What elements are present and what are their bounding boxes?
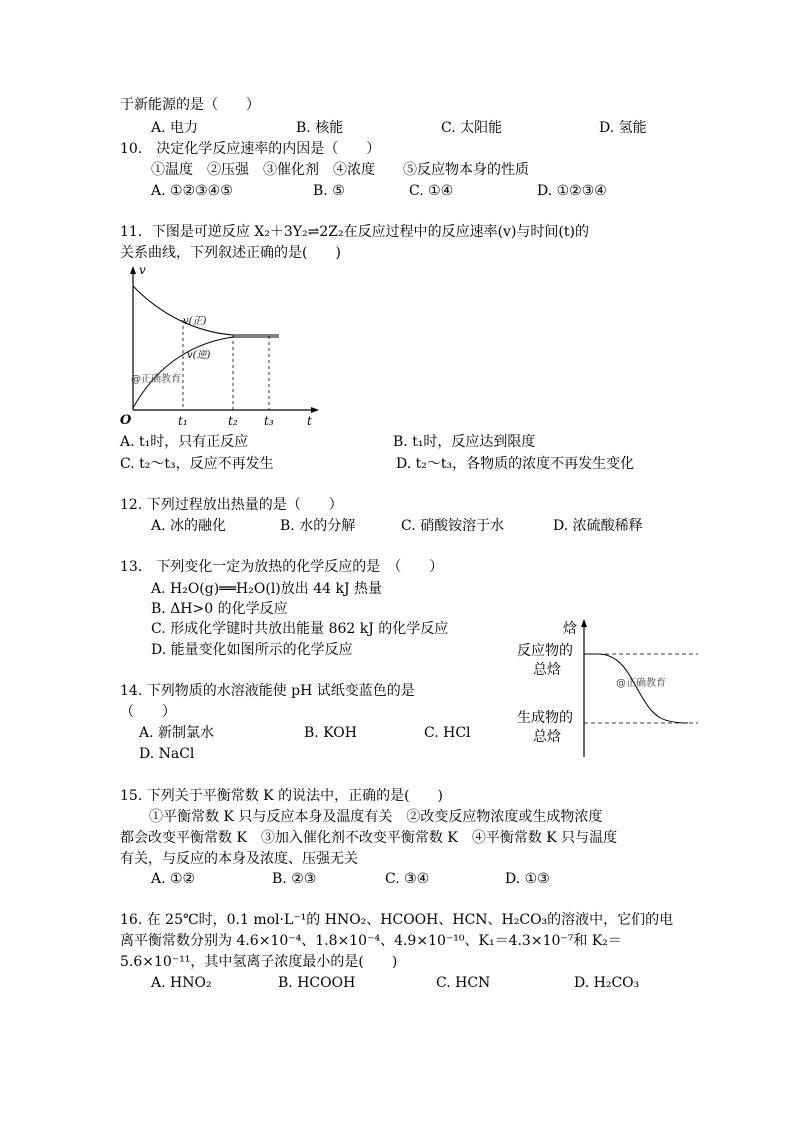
q10-option-b[interactable]: B. ⑤ bbox=[313, 183, 345, 199]
q13-option-b[interactable]: B. ΔH>0 的化学反应 bbox=[151, 601, 288, 617]
q15-option-a[interactable]: A. ①② bbox=[151, 871, 196, 887]
q14-option-d[interactable]: D. NaCl bbox=[139, 746, 195, 762]
q9-option-a[interactable]: A. 电力 bbox=[151, 120, 199, 136]
q11-forward-curve bbox=[133, 286, 279, 335]
q10-option-c[interactable]: C. ①④ bbox=[409, 183, 454, 199]
q16-option-b[interactable]: B. HCOOH bbox=[278, 975, 356, 991]
q13-option-d[interactable]: D. 能量变化如图所示的化学反应 bbox=[151, 642, 353, 658]
q13-product-label-2: 总焓 bbox=[533, 729, 561, 745]
q12-option-c[interactable]: C. 硝酸铵溶于水 bbox=[401, 518, 505, 534]
q13-y-label: 焓 bbox=[563, 621, 577, 637]
q16-stem-line3: 5.6×10⁻¹¹，其中氢离子浓度最小的是( ) bbox=[120, 954, 398, 970]
q15-stem: 15. 下列关于平衡常数 K 的说法中，正确的是( ) bbox=[120, 788, 443, 804]
q9-option-d[interactable]: D. 氢能 bbox=[599, 120, 647, 136]
q11-reverse-curve bbox=[133, 337, 279, 408]
q13-option-a[interactable]: A. H₂O(g)══H₂O(l)放出 44 kJ 热量 bbox=[151, 581, 383, 597]
q13-stem: 13. 下列变化一定为放热的化学反应的是 （ ） bbox=[120, 559, 444, 575]
q14-paren: （ ） bbox=[120, 704, 176, 720]
q13-y-arrow bbox=[581, 619, 587, 627]
q16-option-d[interactable]: D. H₂CO₃ bbox=[574, 975, 640, 991]
q9-option-c[interactable]: C. 太阳能 bbox=[441, 120, 503, 136]
q12-option-d[interactable]: D. 浓硫酸稀释 bbox=[553, 518, 643, 534]
q16-stem-line2: 离平衡常数分别为 4.6×10⁻⁴、1.8×10⁻⁴、4.9×10⁻¹⁰、K₁＝4.3×10⁻⁷和 K₂＝ bbox=[120, 933, 622, 949]
q11-forward-label: v(正) bbox=[183, 316, 207, 327]
q11-option-b[interactable]: B. t₁时，反应达到限度 bbox=[393, 434, 536, 450]
q16-stem-line1: 16. 在 25℃时，0.1 mol·L⁻¹的 HNO₂、HCOOH、HCN、H₂CO₃的溶液中，它们的电 bbox=[120, 912, 674, 928]
q11-x-arrow bbox=[311, 407, 319, 413]
q15-body-line2: 都会改变平衡常数 K ③加入催化剂不改变平衡常数 K ④平衡常数 K 只与温度 bbox=[120, 830, 618, 846]
q13-reactant-label-2: 总焓 bbox=[533, 662, 561, 678]
q10-stem: 10. 决定化学反应速率的内因是（ ） bbox=[120, 141, 381, 157]
q10-option-d[interactable]: D. ①②③④ bbox=[537, 183, 607, 199]
q11-option-c[interactable]: C. t₂～t₃，反应不再发生 bbox=[120, 456, 274, 472]
q11-t3-label: t₃ bbox=[264, 414, 274, 428]
q15-option-d[interactable]: D. ①③ bbox=[505, 871, 550, 887]
q11-option-a[interactable]: A. t₁时，只有正反应 bbox=[120, 434, 249, 450]
q13-reactant-label-1: 反应物的 bbox=[517, 643, 573, 659]
q11-stem-line1: 11．下图是可逆反应 X₂＋3Y₂⇌2Z₂在反应过程中的反应速率(v)与时间(t)的 bbox=[120, 224, 589, 240]
q15-option-c[interactable]: C. ③④ bbox=[385, 871, 430, 887]
q14-option-a[interactable]: A. 新制氯水 bbox=[139, 725, 215, 741]
q11-y-arrow bbox=[130, 266, 136, 274]
q14-option-b[interactable]: B. KOH bbox=[304, 725, 357, 741]
q12-stem: 12. 下列过程放出热量的是（ ） bbox=[120, 497, 343, 513]
q12-option-a[interactable]: A. 冰的融化 bbox=[151, 518, 227, 534]
q10-items: ①温度 ②压强 ③催化剂 ④浓度 ⑤反应物本身的性质 bbox=[151, 162, 529, 178]
q10-option-a[interactable]: A. ①②③④⑤ bbox=[151, 183, 233, 199]
q16-option-c[interactable]: C. HCN bbox=[436, 975, 491, 991]
q11-t2-label: t₂ bbox=[228, 414, 238, 428]
q11-watermark: @正确教育 bbox=[131, 374, 181, 385]
q13-watermark: @正确教育 bbox=[616, 678, 666, 689]
q15-option-b[interactable]: B. ②③ bbox=[272, 871, 317, 887]
q11-rate-time-graph bbox=[115, 262, 325, 432]
q15-body-line1: ①平衡常数 K 只与反应本身及温度有关 ②改变反应物浓度或生成物浓度 bbox=[135, 809, 603, 825]
q11-reverse-label: v(逆) bbox=[187, 350, 211, 361]
q11-stem-line2: 关系曲线，下列叙述正确的是( ) bbox=[120, 245, 341, 261]
q11-t1-label: t₁ bbox=[178, 414, 188, 428]
q14-stem: 14. 下列物质的水溶液能使 pH 试纸变蓝色的是 bbox=[120, 683, 415, 699]
q13-product-label-1: 生成物的 bbox=[517, 710, 573, 726]
q9-option-b[interactable]: B. 核能 bbox=[296, 120, 344, 136]
q9-tail: 于新能源的是（ ） bbox=[120, 97, 260, 113]
q11-option-d[interactable]: D. t₂～t₃，各物质的浓度不再发生变化 bbox=[396, 456, 635, 472]
q15-body-line3: 有关，与反应的本身及浓度、压强无关 bbox=[120, 851, 358, 867]
q11-origin-label: O bbox=[120, 413, 132, 428]
q16-option-a[interactable]: A. HNO₂ bbox=[151, 975, 212, 991]
q13-enthalpy-graph bbox=[512, 617, 702, 759]
q14-option-c[interactable]: C. HCl bbox=[424, 725, 471, 741]
q11-x-label: t bbox=[307, 414, 312, 428]
q12-option-b[interactable]: B. 水的分解 bbox=[280, 518, 356, 534]
q13-option-c[interactable]: C. 形成化学键时共放出能量 862 kJ 的化学反应 bbox=[151, 621, 449, 637]
q11-y-label: v bbox=[139, 263, 146, 277]
